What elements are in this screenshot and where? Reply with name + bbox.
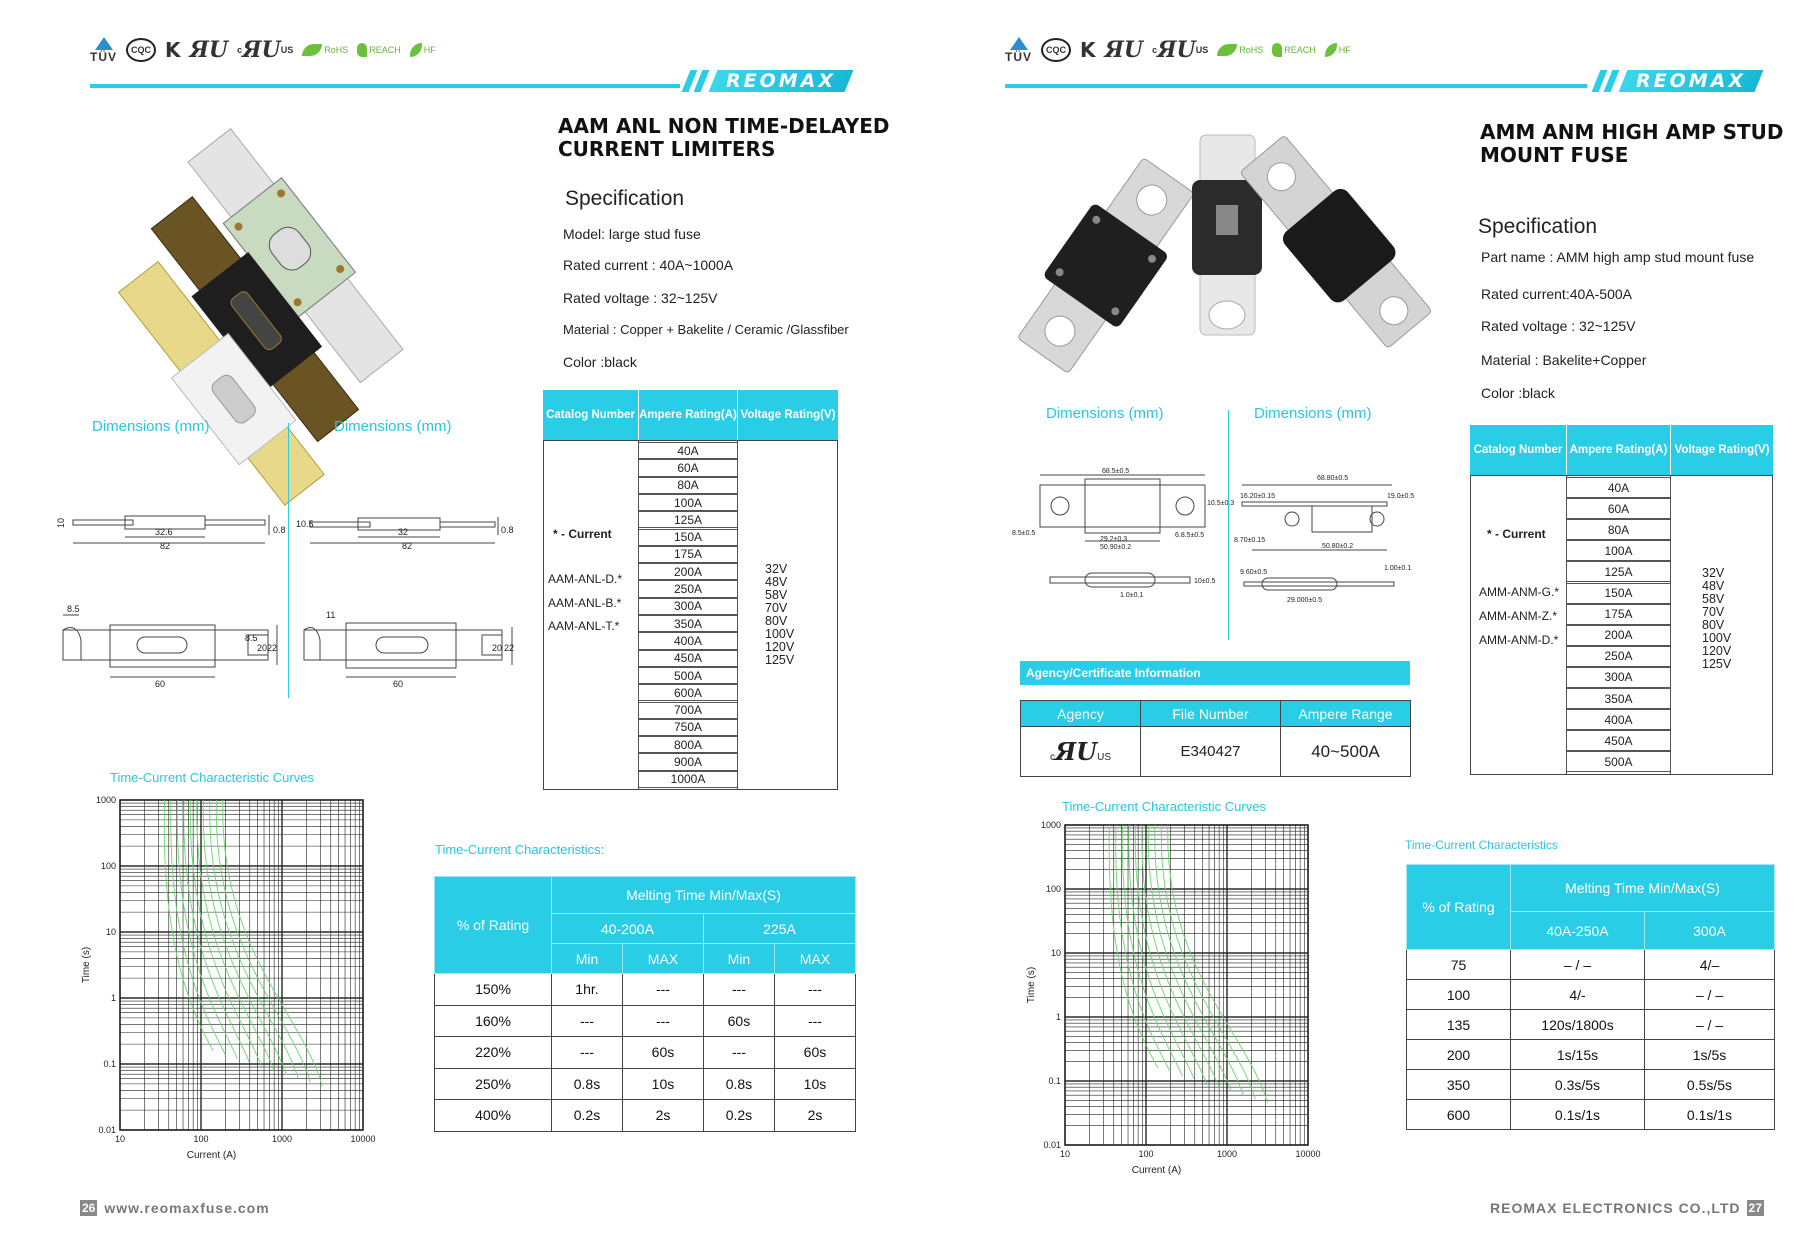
x-tick-label: 10 — [114, 1134, 126, 1144]
header-rule-right — [1005, 84, 1587, 88]
amp-cell: 40A — [638, 442, 738, 459]
tc-cell: 10s — [774, 1068, 855, 1100]
tc-cell: 400% — [435, 1100, 552, 1132]
volt-item: 120V — [765, 640, 795, 654]
product-title-right: AMM ANM HIGH AMP STUD MOUNT FUSE — [1480, 120, 1784, 167]
anl-dimension-drawing-1 — [55, 505, 285, 695]
spec-material: Material : Bakelite+Copper — [1481, 352, 1647, 368]
volt-item: 100V — [765, 627, 795, 641]
catalog-header-ampere: Ampere Rating(A) — [1567, 425, 1670, 475]
tc-cell: --- — [622, 974, 703, 1006]
volt-item: 120V — [1702, 644, 1732, 658]
tc-row — [1407, 1040, 1775, 1070]
tc-cell: 2s — [622, 1100, 703, 1132]
x-tick-label: 100 — [1138, 1149, 1154, 1159]
catalog-model: AAM-ANL-D.* — [548, 572, 623, 586]
y-tick-label: 1 — [110, 993, 116, 1003]
tc-max: MAX — [774, 944, 855, 974]
amp-cell: 100A — [1566, 540, 1671, 561]
dim-b: 32.6 — [155, 527, 173, 537]
tc-group-2: 300A — [1645, 912, 1775, 950]
amp-cell: 60A — [1566, 498, 1671, 519]
y-tick-label: 1000 — [95, 795, 116, 805]
tc-max: MAX — [622, 944, 703, 974]
tc-cell: 4/- — [1511, 980, 1645, 1010]
tc-cell: --- — [774, 974, 855, 1006]
amp-cell: 175A — [1566, 604, 1671, 625]
amp-cell: 40A — [1566, 477, 1671, 498]
tc-cell: --- — [552, 1037, 623, 1069]
tc-row — [435, 1037, 856, 1069]
tcc-title-right: Time-Current Characteristic Curves — [1062, 799, 1266, 814]
tc-cell: 0.8s — [703, 1068, 774, 1100]
tcc-curve — [1148, 825, 1231, 1091]
tc-cell: 0.5s/5s — [1645, 1070, 1775, 1100]
volt-item: 80V — [1702, 618, 1725, 632]
tc-cell: 160% — [435, 1005, 552, 1037]
volt-item: 58V — [1702, 592, 1725, 606]
agency-title: Agency/Certificate Information — [1020, 661, 1410, 685]
tc-min: Min — [703, 944, 774, 974]
amp-cell: 350A — [638, 615, 738, 632]
amp-cell: 60A — [638, 459, 738, 476]
tc-cell: 60s — [703, 1005, 774, 1037]
amp-cell: 125A — [1566, 561, 1671, 582]
dim-label: 16.20±0.15 — [1240, 493, 1275, 500]
spec-rated-current: Rated current : 40A~1000A — [563, 257, 734, 273]
tc-cell: – / – — [1645, 980, 1775, 1010]
tc-cell: 350 — [1407, 1070, 1511, 1100]
amp-cell: 100A — [638, 494, 738, 511]
catalog-model: AMM-ANM-G.* — [1479, 585, 1559, 599]
cul-us-icon: cЯUUS — [1021, 727, 1141, 777]
plot-frame — [1065, 825, 1308, 1145]
tcc-curve — [1155, 825, 1243, 1095]
dim-label: 19.0±0.5 — [1387, 493, 1415, 500]
tc-cell: 100 — [1407, 980, 1511, 1010]
catalog-models — [1479, 580, 1559, 652]
catalog-table-right — [1470, 425, 1773, 775]
tuv-icon: TÜV — [90, 38, 117, 62]
tc-group-2: 225A — [703, 914, 855, 944]
volt-item: 125V — [1702, 657, 1732, 671]
tc-title-left: Time-Current Characteristics: — [435, 842, 605, 857]
tc-row — [1407, 1100, 1775, 1130]
tc-cell: 1s/15s — [1511, 1040, 1645, 1070]
amp-cell: 250A — [638, 580, 738, 597]
tc-cell: 200 — [1407, 1040, 1511, 1070]
cqc-icon: CQC — [1041, 38, 1071, 62]
spec-rated-voltage: Rated voltage : 32~125V — [563, 290, 718, 306]
y-tick-label: 1 — [1055, 1012, 1061, 1022]
tc-cell: 0.8s — [552, 1068, 623, 1100]
dim-p: 20 — [492, 643, 503, 653]
tc-row — [1407, 1070, 1775, 1100]
amp-cell: 500A — [638, 667, 738, 684]
volt-item: 70V — [1702, 605, 1725, 619]
header-rule-left — [90, 84, 680, 88]
tc-cell: 600 — [1407, 1100, 1511, 1130]
tc-group-1: 40-200A — [552, 914, 704, 944]
y-tick-label: 0.01 — [1043, 1140, 1061, 1150]
tc-cell: --- — [703, 1037, 774, 1069]
tc-row — [1407, 980, 1775, 1010]
y-tick-label: 0.1 — [1048, 1076, 1061, 1086]
tc-cell: – / – — [1645, 1010, 1775, 1040]
tc-cell: 1s/5s — [1645, 1040, 1775, 1070]
spec-rated-voltage: Rated voltage : 32~125V — [1481, 318, 1636, 334]
volt-item: 58V — [765, 588, 788, 602]
spec-model: Model: large stud fuse — [563, 226, 701, 242]
tc-group-1: 40A-250A — [1511, 912, 1645, 950]
tcc-chart-left — [75, 790, 375, 1190]
tcc-curve — [203, 800, 286, 1075]
amp-cell: 125A — [638, 511, 738, 528]
amp-cell: 200A — [1566, 625, 1671, 646]
dim-label: 29.000±0.5 — [1287, 597, 1322, 604]
catalog-models — [548, 568, 622, 639]
reach-icon: REACH — [357, 38, 401, 62]
x-tick-label: 100 — [193, 1134, 209, 1144]
dim-l: 20 — [257, 643, 268, 653]
ur-icon: ЯU — [189, 37, 229, 63]
x-tick-label: 10000 — [350, 1134, 376, 1144]
tc-cell: 135 — [1407, 1010, 1511, 1040]
tc-row — [435, 1068, 856, 1100]
tc-cell: --- — [703, 974, 774, 1006]
tc-cell: 0.3s/5s — [1511, 1070, 1645, 1100]
tcc-title-left: Time-Current Characteristic Curves — [110, 770, 314, 785]
kc-icon: K — [165, 38, 181, 62]
tc-cell: – / – — [1511, 950, 1645, 980]
cul-us-icon: c ЯU US — [237, 37, 294, 63]
y-tick-label: 10 — [105, 927, 116, 937]
agency-table — [1020, 700, 1411, 777]
catalog-current-note: * - Current — [553, 527, 612, 541]
product-title-left: AAM ANL NON TIME-DELAYED CURRENT LIMITERS — [558, 114, 890, 161]
tc-cell: 2s — [774, 1100, 855, 1132]
tc-cell: 0.1s/1s — [1511, 1100, 1645, 1130]
amp-cell: 150A — [638, 529, 738, 546]
y-tick-label: 1000 — [1040, 820, 1061, 830]
dim-label: 50.90±0.2 — [1100, 544, 1132, 551]
amp-cell: 750A — [638, 719, 738, 736]
tuv-icon: TÜV — [1005, 38, 1032, 62]
tc-cell: 250% — [435, 1068, 552, 1100]
dim-label: 1.00±0.1 — [1384, 565, 1412, 572]
dim-label: 29.2±0.3 — [1100, 536, 1128, 543]
catalog-header-number: Catalog Number — [1470, 425, 1566, 475]
dim-label: 8.5±0.5 — [1012, 530, 1036, 537]
x-tick-label: 10 — [1059, 1149, 1071, 1159]
tc-cell: 1hr. — [552, 974, 623, 1006]
tc-table-left — [434, 876, 856, 1132]
dim-o: 60 — [393, 679, 404, 689]
dimensions-label-2: Dimensions (mm) — [1254, 405, 1372, 422]
tc-title-right: Time-Current Characteristics — [1405, 838, 1558, 852]
file-number-header: File Number — [1141, 701, 1281, 727]
cert-logos-right — [1005, 38, 1351, 62]
footer-right — [1490, 1200, 1764, 1216]
hf-icon: HF — [410, 38, 436, 62]
spec-heading-left: Specification — [565, 187, 685, 210]
dimensions-label-2: Dimensions (mm) — [334, 418, 452, 435]
x-axis-label: Current (A) — [1131, 1165, 1182, 1176]
dim-k: 8.5 — [245, 633, 258, 643]
dim-label: 1.0±0.1 — [1120, 592, 1144, 599]
volt-item: 70V — [765, 601, 788, 615]
brand-logo-right: REOMAX — [1619, 70, 1764, 92]
volt-item: 48V — [1702, 579, 1725, 593]
amp-cell: 175A — [638, 546, 738, 563]
rohs-icon: RoHS — [302, 38, 348, 62]
tc-rating-header: % of Rating — [435, 877, 552, 974]
catalog-header-voltage: Voltage Rating(V) — [738, 390, 838, 440]
tc-cell: --- — [622, 1005, 703, 1037]
spec-color: Color :black — [1481, 385, 1555, 401]
amp-cell: 80A — [638, 477, 738, 494]
amp-cell: 500A — [1566, 751, 1671, 772]
footer-left — [80, 1200, 270, 1216]
tc-cell: 0.2s — [552, 1100, 623, 1132]
y-tick-label: 0.01 — [98, 1125, 116, 1135]
amp-cell: 900A — [638, 753, 738, 770]
catalog-amps-list — [638, 442, 738, 788]
catalog-header-ampere: Ampere Rating(A) — [639, 390, 737, 440]
dimensions-divider — [288, 423, 289, 698]
website-link[interactable]: www.reomaxfuse.com — [104, 1200, 270, 1216]
catalog-model: AMM-ANM-Z.* — [1479, 609, 1557, 623]
amp-cell: 150A — [1566, 583, 1671, 604]
spec-heading-right: Specification — [1478, 215, 1598, 238]
dim-q: 22 — [504, 643, 515, 653]
dim-label: 9.60±0.5 — [1240, 569, 1268, 576]
agency-header: Agency — [1021, 701, 1141, 727]
tc-cell: 120s/1800s — [1511, 1010, 1645, 1040]
plot-frame — [120, 800, 363, 1130]
catalog-header-number: Catalog Number — [543, 390, 638, 440]
dim-label: 50.80±0.2 — [1322, 543, 1354, 550]
volt-item: 32V — [765, 562, 788, 576]
y-tick-label: 0.1 — [103, 1059, 116, 1069]
y-tick-label: 10 — [1050, 948, 1061, 958]
dim-label: 10.5±0.3 — [1207, 500, 1235, 507]
tc-cell: 0.1s/1s — [1645, 1100, 1775, 1130]
volt-item: 32V — [1702, 566, 1725, 580]
dim-i: 8.5 — [67, 604, 80, 614]
page-number-left: 26 — [82, 1201, 96, 1215]
spec-material: Material : Copper + Bakelite / Ceramic /Glassfiber — [563, 322, 849, 337]
dim-m: 22 — [267, 643, 278, 653]
dim-n: 11 — [326, 610, 336, 620]
spec-rated-current: Rated current:40A-500A — [1481, 286, 1632, 302]
amp-cell: 300A — [1566, 667, 1671, 688]
tc-cell: 10s — [622, 1068, 703, 1100]
catalog-volts-list — [765, 563, 794, 667]
tc-melting-header: Melting Time Min/Max(S) — [552, 877, 856, 914]
dim-c: 82 — [160, 541, 171, 551]
tcc-curve — [210, 800, 298, 1079]
catalog-header-voltage: Voltage Rating(V) — [1671, 425, 1773, 475]
ur-icon: ЯU — [1104, 37, 1144, 63]
tc-row — [435, 974, 856, 1006]
anm-dimension-drawing-1 — [1010, 465, 1235, 605]
tc-row — [435, 1100, 856, 1132]
x-tick-label: 1000 — [1216, 1149, 1238, 1159]
dimensions-label-1: Dimensions (mm) — [92, 418, 210, 435]
dim-label: 68.80±0.5 — [1317, 475, 1349, 482]
dim-h: 0.8 — [501, 525, 514, 535]
amp-cell: 80A — [1566, 519, 1671, 540]
ampere-range: 40~500A — [1281, 727, 1411, 777]
tc-min: Min — [552, 944, 623, 974]
x-tick-label: 1000 — [271, 1134, 293, 1144]
dim-label: 10±0.5 — [1194, 578, 1216, 585]
tc-melting-header: Melting Time Min/Max(S) — [1511, 865, 1775, 912]
kc-icon: K — [1080, 38, 1096, 62]
tc-row — [435, 1005, 856, 1037]
amp-cell: 800A — [638, 736, 738, 753]
tc-table-right — [1406, 864, 1775, 1130]
tc-cell: 75 — [1407, 950, 1511, 980]
dim-a: 10 — [56, 517, 66, 528]
x-tick-label: 10000 — [1295, 1149, 1321, 1159]
dim-label: 6.8.5±0.5 — [1175, 532, 1205, 539]
spec-part-name: Part name : AMM high amp stud mount fuse — [1481, 249, 1755, 265]
amp-cell: 700A — [638, 702, 738, 719]
file-number: E340427 — [1141, 727, 1281, 777]
amp-cell: 250A — [1566, 646, 1671, 667]
tc-cell: 60s — [774, 1037, 855, 1069]
tc-cell: 150% — [435, 974, 552, 1006]
dimensions-divider — [1228, 410, 1229, 640]
dim-e: 10.5 — [296, 519, 314, 529]
y-tick-label: 100 — [1045, 884, 1061, 894]
anm-dimension-drawing-2 — [1232, 470, 1432, 620]
tc-cell: 220% — [435, 1037, 552, 1069]
catalog-table-left — [543, 390, 838, 790]
catalog-current-note: * - Current — [1487, 527, 1546, 541]
volt-item: 48V — [765, 575, 788, 589]
dim-f: 32 — [398, 527, 409, 537]
page-number-right: 27 — [1748, 1201, 1762, 1215]
dim-j: 60 — [155, 679, 166, 689]
x-axis-label: Current (A) — [186, 1150, 237, 1161]
tc-row — [1407, 1010, 1775, 1040]
cert-logos-left — [90, 38, 436, 62]
dim-label: 68.5±0.5 — [1102, 468, 1130, 475]
y-axis-label: Time (s) — [81, 946, 92, 984]
tcc-curve — [1161, 825, 1255, 1099]
catalog-volts-list — [1702, 567, 1731, 671]
tc-rating-header: % of Rating — [1407, 865, 1511, 950]
amp-cell: 400A — [638, 632, 738, 649]
dimensions-label-1: Dimensions (mm) — [1046, 405, 1164, 422]
volt-item: 80V — [765, 614, 788, 628]
anl-fuse-photo — [120, 110, 460, 415]
anm-fuse-photo — [1020, 125, 1420, 355]
company-name: REOMAX ELECTRONICS CO.,LTD — [1490, 1200, 1741, 1216]
volt-item: 100V — [1702, 631, 1732, 645]
rohs-icon: RoHS — [1217, 38, 1263, 62]
brand-logo-left: REOMAX — [709, 70, 854, 92]
dim-d: 0.8 — [273, 525, 286, 535]
amp-cell: 450A — [1566, 730, 1671, 751]
amp-cell: 600A — [638, 684, 738, 701]
catalog-model: AMM-ANM-D.* — [1479, 633, 1559, 647]
tc-cell: 4/– — [1645, 950, 1775, 980]
cul-us-icon: c ЯU US — [1152, 37, 1209, 63]
catalog-model: AAM-ANL-T.* — [548, 619, 620, 633]
tc-cell: 0.2s — [703, 1100, 774, 1132]
amp-cell: 400A — [1566, 709, 1671, 730]
tc-row — [1407, 950, 1775, 980]
amp-cell: 200A — [638, 563, 738, 580]
tc-cell: --- — [552, 1005, 623, 1037]
y-tick-label: 100 — [100, 861, 116, 871]
catalog-model: AAM-ANL-B.* — [548, 595, 622, 610]
cqc-icon: CQC — [126, 38, 156, 62]
amp-cell: 350A — [1566, 688, 1671, 709]
amp-cell: 300A — [638, 598, 738, 615]
tcc-chart-right — [1020, 815, 1320, 1205]
amp-cell: 1000A — [638, 771, 738, 788]
tcc-curve — [216, 800, 310, 1082]
hf-icon: HF — [1325, 38, 1351, 62]
dim-g: 82 — [402, 541, 413, 551]
dim-label: 8.70±0.15 — [1234, 537, 1266, 544]
amp-cell: 450A — [638, 650, 738, 667]
tc-cell: 60s — [622, 1037, 703, 1069]
y-axis-label: Time (s) — [1026, 966, 1037, 1004]
anl-dimension-drawing-2 — [298, 505, 518, 695]
spec-color: Color :black — [563, 354, 637, 370]
catalog-amps-list — [1566, 477, 1671, 773]
volt-item: 125V — [765, 653, 795, 667]
reach-icon: REACH — [1272, 38, 1316, 62]
tc-cell: --- — [774, 1005, 855, 1037]
ampere-range-header: Ampere Range — [1281, 701, 1411, 727]
